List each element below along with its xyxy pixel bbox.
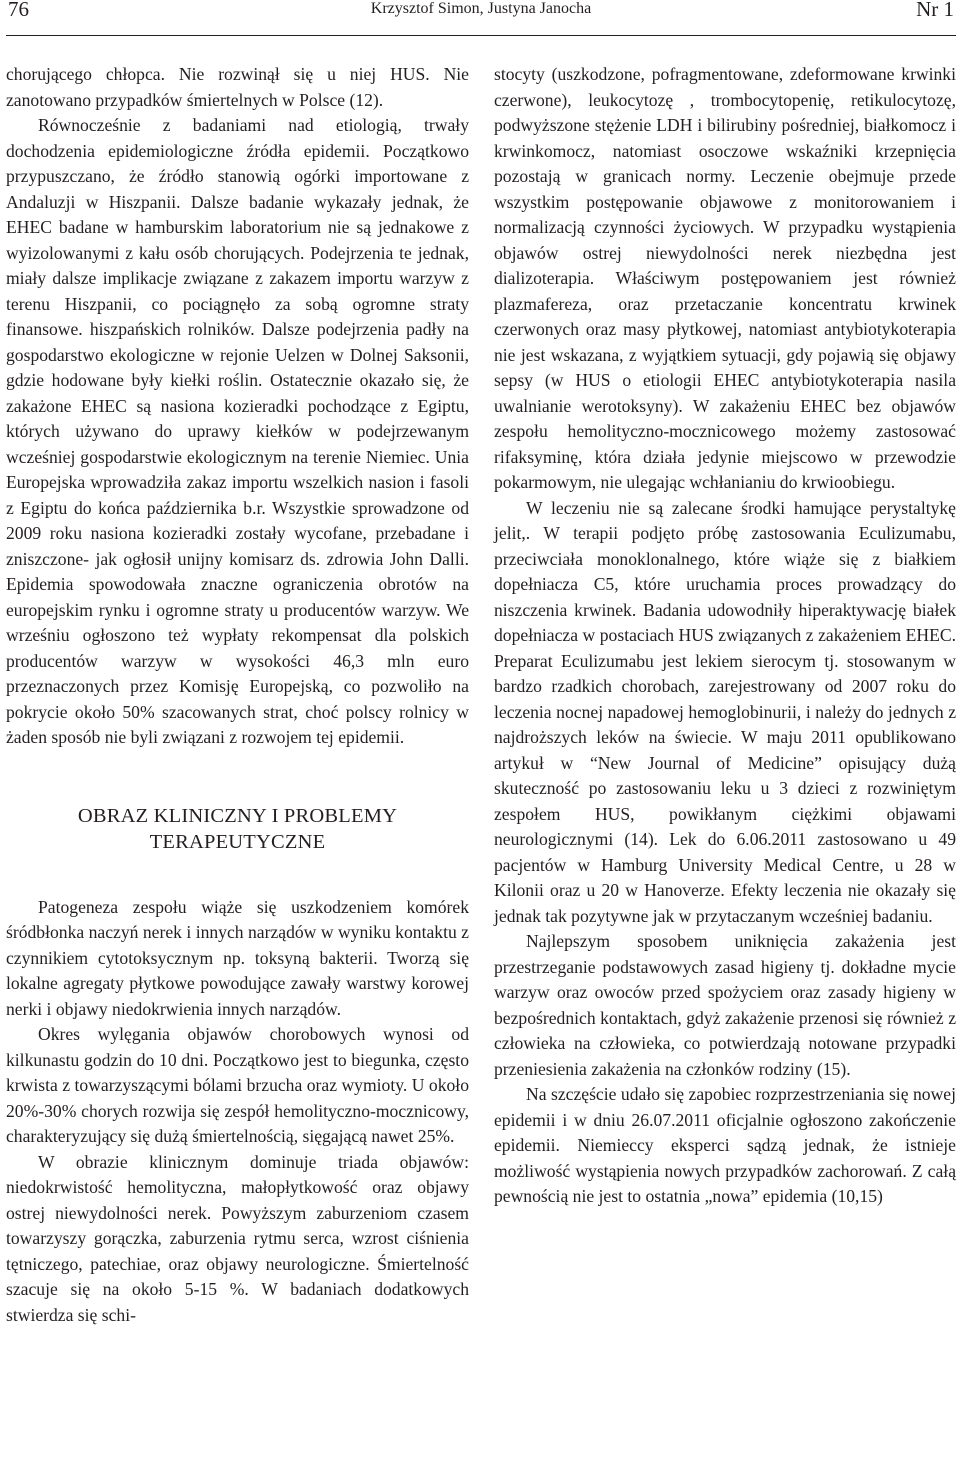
paragraph: stocyty (uszkodzone, pofragmentowane, zdeformowane krwinki czerwone), leukocytozę , trombocytopenię, retikulocytozę, podwyższone stężenie LDH i bilirubiny pośredniej, białkomocz i krwinkomocz, natomiast osoczowe wskaźniki krzepnięcia pozostają w granicach normy. Leczenie obejmuje przede wszystkim postępowanie objawowe z monitorowaniem i normalizacją czynności życiowych. W przypadku wystąpienia objawów ostrej niewydolności nerek niezbędna jest dializoterapia. Właściwym postępowaniem jest również plazmafereza, oraz przetaczanie koncentratu krwinek czerwonych oraz masy płytkowej, natomiast antybiotykoterapia nie jest wskazana, z wyjątkiem sytuacji, gdy pojawią się objawy sepsy (w HUS o etiologii EHEC antybiotykoterapia nasila uwalnianie werotoksyny). W zakażeniu EHEC bez objawów zespołu hemolityczno-mocznicowego możemy zastosować rifaksyminę, która działa jedynie miejscowo w przewodzie pokarmowym, nie ulegając wchłanianiu do krwioobiegu. bbox=[494, 64, 956, 492]
running-head-authors: Krzysztof Simon, Justyna Janocha bbox=[370, 0, 592, 17]
section-heading-line: OBRAZ KLINICZNY I PROBLEMY bbox=[77, 804, 398, 827]
paragraph: Najlepszym sposobem uniknięcia zakażenia jest przestrzeganie podstawowych zasad higieny tj. dokładne mycie warzyw oraz owoców przed spożyciem oraz zasady higieny w bezpośrednich kontaktach, gdyż zakażenie przenosi się również z człowieka na człowieka, co potwierdzają notowane przypadki przeniesienia zakażenia na członków rodziny (15). bbox=[494, 931, 956, 1079]
paragraph: Okres wylęgania objawów chorobowych wynosi od kilkunastu godzin do 10 dni. Początkowo jest to biegunka, często krwista z towarzyszącymi bólami brzucha oraz wymioty. U około 20%-30% chorych rozwija się zespół hemolityczno-mocznicowy, charakteryzujący się dużą śmiertelnością, sięgającą nawet 25%. bbox=[6, 1024, 469, 1146]
section-heading bbox=[6, 803, 469, 855]
paragraph: Na szczęście udało się zapobiec rozprzestrzeniania się nowej epidemii i w dniu 26.07.2011 oficjalnie ogłoszono zakończenie epidemii. Niemieccy eksperci sądzą jednak, że istnieje możliwość wystąpienia nowych przypadków zachorowań. Z całą pewnością nie jest to ostatnia „nowa” epidemia (10,15) bbox=[494, 1084, 956, 1206]
issue-number: Nr 1 bbox=[916, 0, 954, 21]
paragraph: Patogeneza zespołu wiąże się uszkodzeniem komórek śródbłonka naczyń nerek i innych narządów w wyniku kontaktu z czynnikiem cytotoksycznym np. toksyną bakterii. Tworzą się lokalne agregaty płytkowe powodujące zawały warstwy korowej nerki i objawy niedokrwienia innych narządów. bbox=[6, 896, 469, 1019]
header-divider bbox=[6, 35, 956, 36]
page-header bbox=[6, 0, 956, 36]
section-heading-line: TERAPEUTYCZNE bbox=[149, 830, 326, 853]
right-column bbox=[494, 62, 956, 1210]
paragraph: chorującego chłopca. Nie rozwinął się u niej HUS. Nie zanotowano przypadków śmiertelnych w Polsce (12). bbox=[6, 64, 469, 110]
paragraph: Równocześnie z badaniami nad etiologią, trwały dochodzenia epidemiologiczne źródła epidemii. Początkowo przypuszczano, że źródło stanowią ogórki importowane z Andaluzji w Hiszpanii. Dalsze badanie wykazały jednak, że EHEC badane w hamburskim laboratorium nie są jednakowe z wyizolowanymi z kału osób chorujących. Podejrzenia te jednak, miały dalsze implikacje związane z zakazem importu warzyw z terenu Hiszpanii, co pociągnęło za sobą ogromne straty finansowe. hiszpańskich rolników. Dalsze podejrzenia padły na gospodarstwo ekologiczne w rejonie Uelzen w Dolnej Saksonii, gdzie hodowane były kiełki roślin. Ostatecznie okazało się, że zakażone EHEC są nasiona kozieradki pochodzące z Egiptu, których używano do uprawy kiełków w podejrzewanym wcześniej gospodarstwie ekologicznym na terenie Niemiec. Unia Europejska wprowadziła zakaz importu wszelkich nasion i fasoli z Egiptu do końca października b.r. Wszystkie sprowadzone od 2009 roku nasiona kozieradki zostały wycofane, przebadane i zniszczone- jak ogłosił unijny komisarz ds. zdrowia John Dalli. Epidemia spowodowała znaczne ograniczenia obrotów na europejskim rynku i ogromne straty u producentów warzyw. We wrześniu ogłoszono też wypłaty rekompensat dla polskich producentów warzyw w wysokości 46,3 mln euro przeznaczonych przez Komisję Europejską, co pozwoliło na pokrycie około 50% szacowanych strat, choć polscy rolnicy w żaden sposób nie byli związani z rozwojem tej epidemii. bbox=[6, 115, 469, 747]
page-number: 76 bbox=[8, 0, 29, 21]
left-column bbox=[6, 62, 469, 1328]
paragraph: W leczeniu nie są zalecane środki hamujące perystaltykę jelit,. W terapii podjęto próbę zastosowania Eculizumabu, przeciwciała monoklonalnego, które wiąże się z białkiem dopełniacza C5, które uruchamia proces prowadzący do niszczenia krwinek. Badania udowodniły hiperaktywację białek dopełniacza w postaciach HUS związanych z zakażeniem EHEC. Preparat Eculizumabu jest lekiem sierocym tj. stosowanym w bardzo rzadkich chorobach, zarejestrowany od 2007 roku do leczenia nocnej napadowej hemoglobinurii, i należy do jednych z najdroższych leków na świecie. W maju 2011 opublikowano artykuł w “New Journal of Medicine” opisujący dużą skuteczność po zastosowaniu leku u 3 dzieci z rozwiniętym zespołem HUS, powikłanym ciężkimi objawami neurologicznymi (14). Lek do 6.06.2011 zastosowano u 49 pacjentów w Hamburg University Medical Centre, u 28 w Kilonii oraz u 20 w Hanoverze. Efekty leczenia nie okazały się jednak tak pozytywne jak w przytaczanym wcześniej badaniu. bbox=[494, 497, 956, 926]
paragraph: W obrazie klinicznym dominuje triada objawów: niedokrwistość hemolityczna, małopłytkowość oraz objawy ostrej niewydolności nerek. Powyższym zaburzeniom czasem towarzyszy gorączka, zaburzenia rytmu serca, wzrost ciśnienia tętniczego, patechiae, oraz objawy neurologiczne. Śmiertelność szacuje się na około 5-15 %. W badaniach dodatkowych stwierdza się schi- bbox=[6, 1151, 469, 1325]
